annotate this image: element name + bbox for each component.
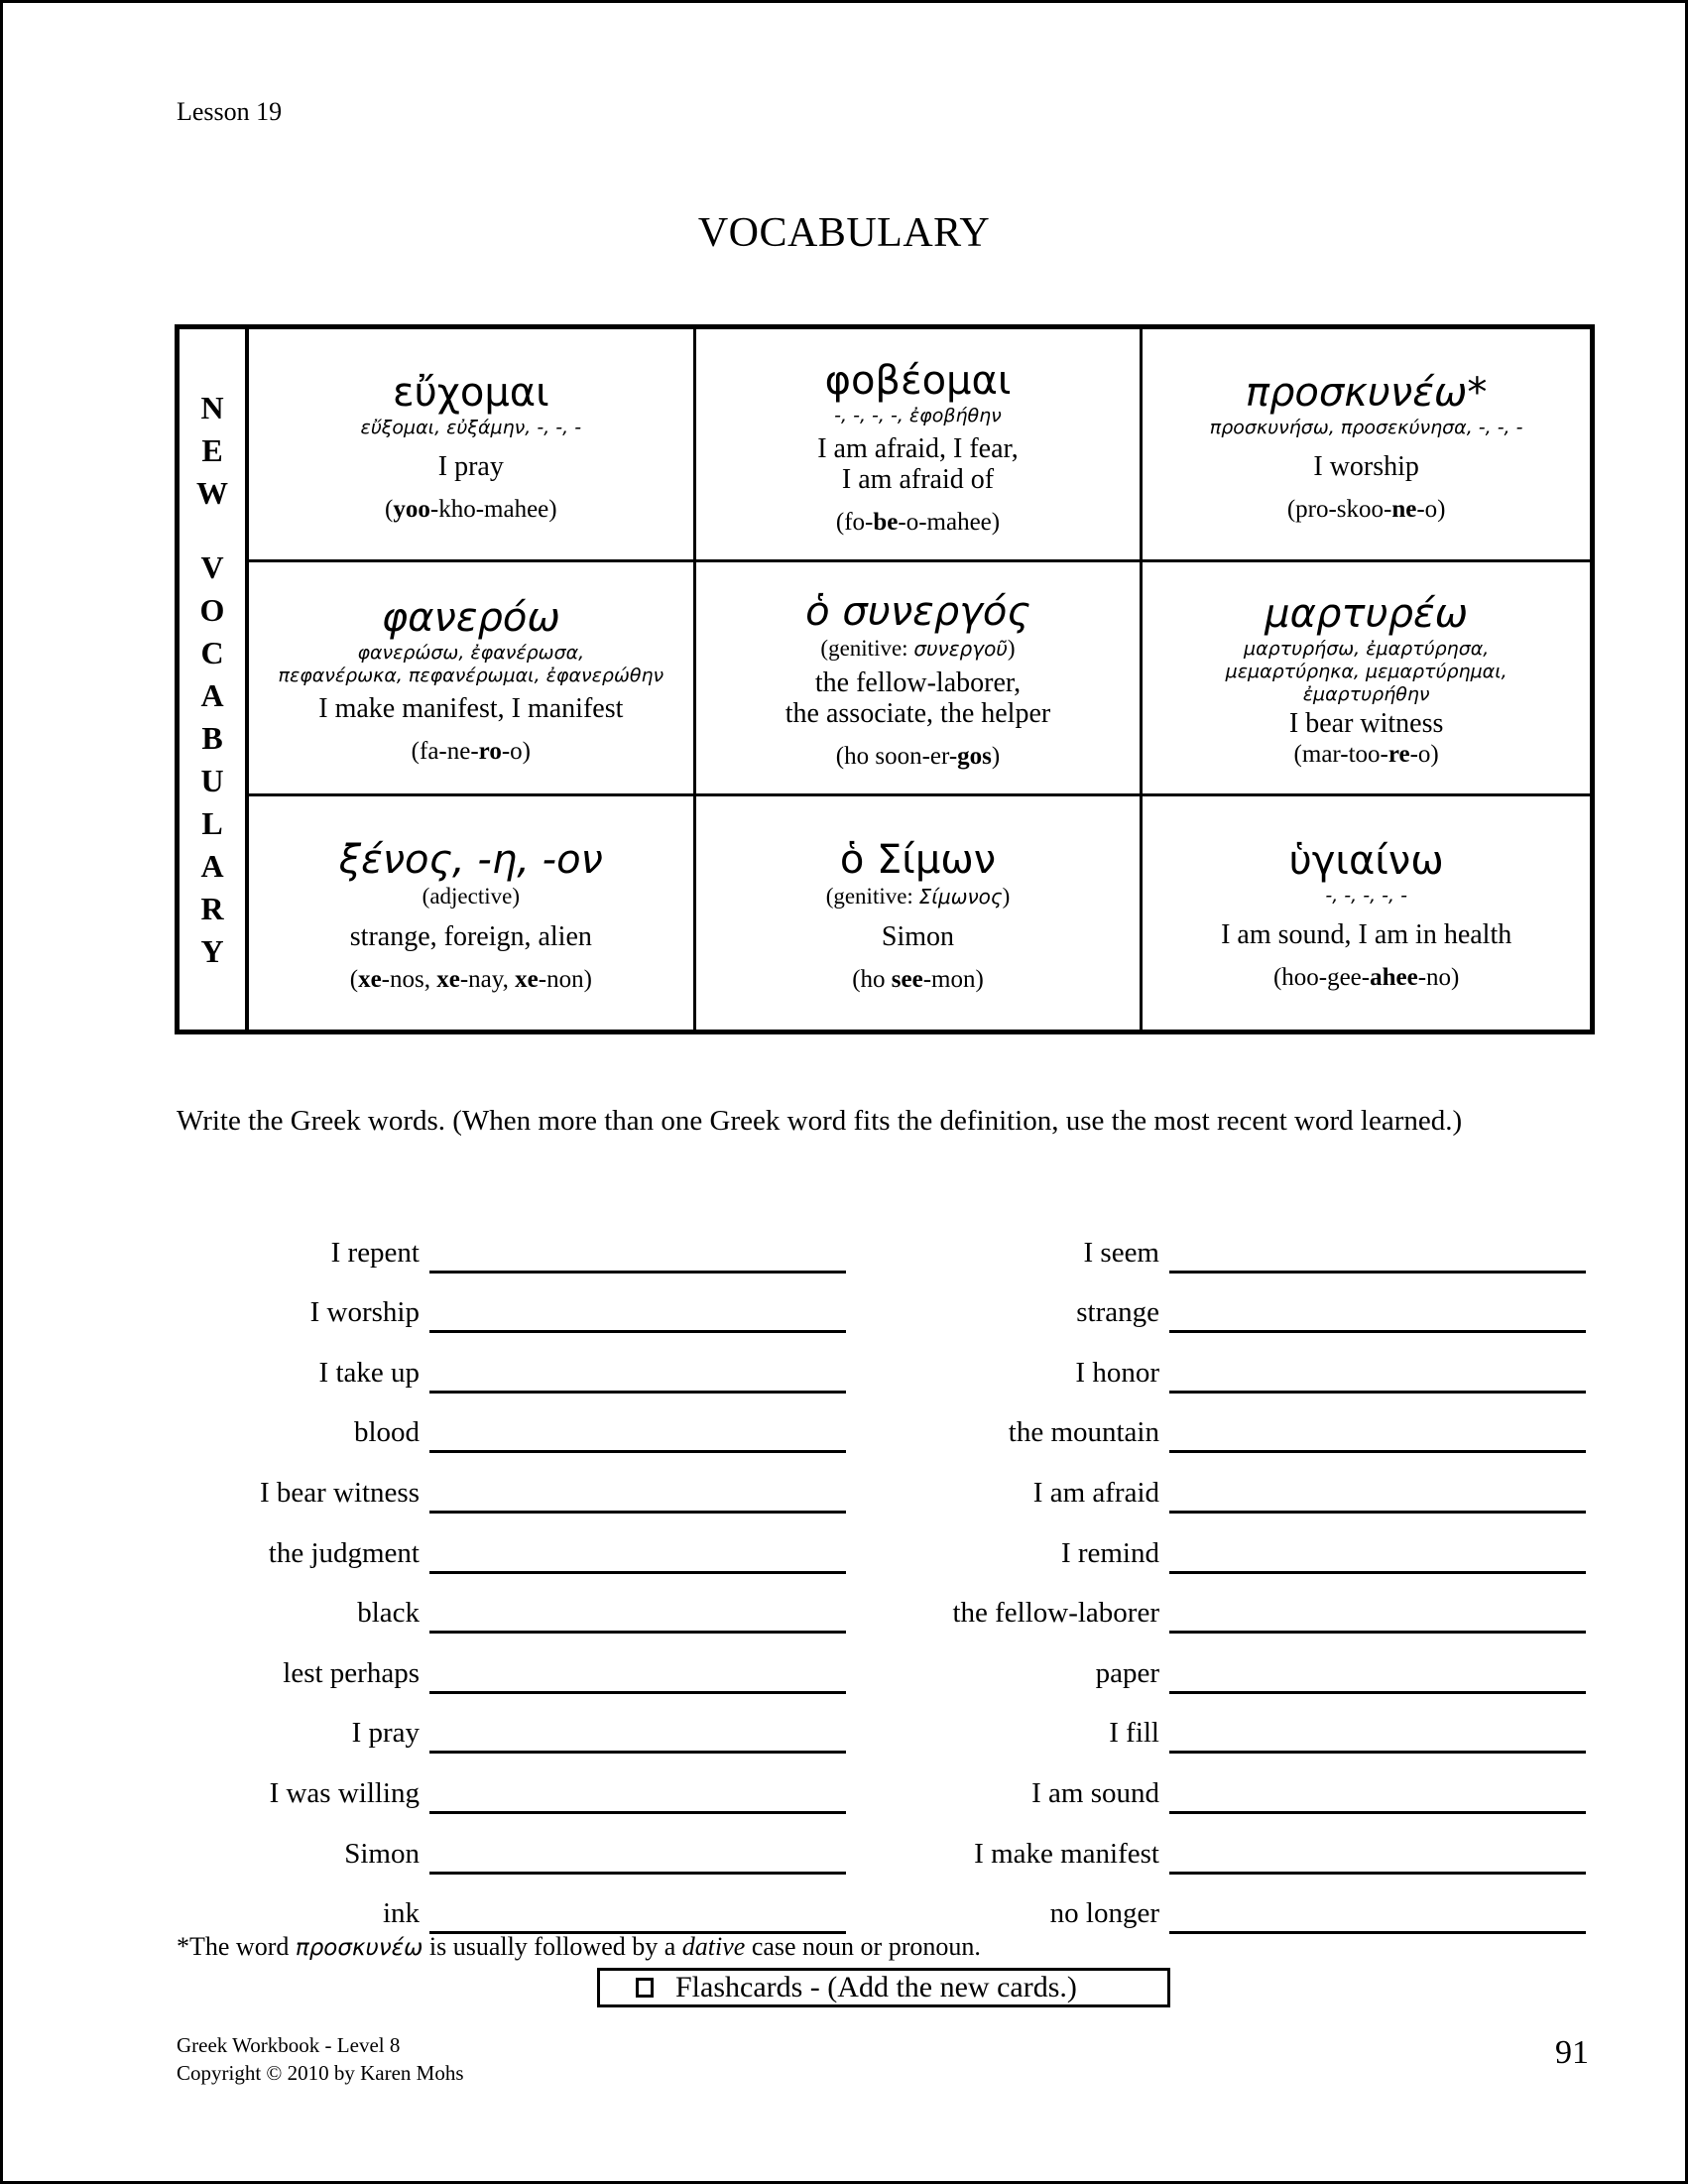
answer-blank[interactable] xyxy=(1169,1931,1586,1934)
side-letter: B xyxy=(201,719,223,756)
exercise-prompt: no longer xyxy=(1049,1897,1159,1930)
grammar-note xyxy=(826,884,1011,910)
principal-parts: μεμαρτύρηκα, μεμαρτύρημαι, xyxy=(1225,661,1507,683)
english-definition xyxy=(350,921,592,952)
definition-line: I am afraid of xyxy=(841,463,995,495)
vocab-card xyxy=(249,562,696,795)
pronunciation xyxy=(385,496,557,524)
side-letter: V xyxy=(200,548,224,585)
vocab-card xyxy=(696,562,1144,795)
pronunciation-segment: (hoo-gee- xyxy=(1272,964,1371,992)
side-letter: O xyxy=(199,591,225,628)
stressed-syllable: xe xyxy=(358,965,382,993)
side-letter: R xyxy=(200,890,224,926)
exercise-prompt: blood xyxy=(353,1416,420,1449)
flashcards-label: Flashcards - (Add the new cards.) xyxy=(675,1971,1077,2003)
exercise-prompt: I honor xyxy=(1075,1356,1159,1389)
definition-line: I am afraid, I fear, xyxy=(817,432,1019,464)
exercise-row xyxy=(896,1694,1586,1755)
exercise-row xyxy=(896,1634,1586,1694)
flashcards-checkbox[interactable] xyxy=(636,1978,654,1998)
grammar-note xyxy=(820,636,1015,662)
footer-book-title: Greek Workbook - Level 8 xyxy=(177,2033,401,2057)
genitive-form: Σίμωνος xyxy=(918,884,1003,909)
definition-line: the fellow-laborer, xyxy=(814,667,1022,699)
grammar-note-close: ) xyxy=(1007,636,1016,662)
exercise-prompt: black xyxy=(357,1597,420,1630)
exercise-row xyxy=(162,1453,846,1514)
exercise-prompt: I am sound xyxy=(1031,1776,1159,1809)
vocab-card xyxy=(1143,796,1590,1030)
exercise-prompt: strange xyxy=(1076,1296,1159,1329)
pronunciation-segment: -o) xyxy=(501,737,531,765)
exercise-row xyxy=(162,1875,846,1935)
pronunciation xyxy=(852,966,984,994)
pronunciation-segment: -non) xyxy=(538,965,592,993)
exercise-row xyxy=(162,1333,846,1394)
grammar-note-label: (genitive: xyxy=(825,883,919,909)
principal-parts: ἐμαρτυρήθην xyxy=(1302,683,1430,706)
pronunciation xyxy=(1294,741,1439,769)
vocab-card xyxy=(249,329,696,562)
exercise-row xyxy=(896,1875,1586,1935)
pronunciation-segment: -nos, xyxy=(381,965,437,993)
side-letter: A xyxy=(200,676,224,713)
greek-headword: ὁ συνεργός xyxy=(805,589,1030,636)
exercise-row xyxy=(896,1333,1586,1394)
exercise-prompt: I worship xyxy=(309,1296,420,1329)
side-letter: A xyxy=(200,847,224,884)
exercise-row xyxy=(896,1754,1586,1814)
principal-parts: φανερώσω, ἐφανέρωσα, xyxy=(357,641,585,664)
principal-parts: -, -, -, -, ἐφοβήθην xyxy=(834,404,1002,426)
english-definition xyxy=(1313,451,1419,482)
pronunciation-segment: -nay, xyxy=(459,965,516,993)
exercise-row xyxy=(162,1814,846,1875)
exercise-prompt: Simon xyxy=(344,1837,420,1870)
stressed-syllable: yoo xyxy=(393,496,430,524)
side-letter: N xyxy=(200,389,224,425)
stressed-syllable: gos xyxy=(957,743,992,771)
stressed-syllable: ne xyxy=(1391,496,1417,524)
lesson-label: Lesson 19 xyxy=(177,97,283,126)
principal-parts: προσκυνήσω, προσεκύνησα, -, -, - xyxy=(1209,417,1523,439)
pronunciation-segment: -o) xyxy=(1409,741,1439,769)
greek-headword: ὁ Σίμων xyxy=(839,836,997,883)
exercise-prompt: the mountain xyxy=(1008,1416,1159,1449)
exercise-prompt: paper xyxy=(1095,1656,1159,1689)
pronunciation xyxy=(412,738,531,766)
footnote-suffix: case noun or pronoun. xyxy=(745,1932,981,1961)
english-definition xyxy=(882,921,954,952)
exercise-prompt: the judgment xyxy=(268,1536,420,1569)
side-letter: Y xyxy=(200,932,224,969)
exercise-prompt: I am afraid xyxy=(1032,1476,1159,1509)
exercise-prompt: I make manifest xyxy=(974,1837,1159,1870)
pronunciation-segment: (fa-ne- xyxy=(411,737,479,765)
page-number: 91 xyxy=(1555,2034,1589,2071)
english-definition xyxy=(438,451,504,482)
exercise-prompt: I seem xyxy=(1083,1236,1159,1269)
definition-line: I pray xyxy=(437,451,504,483)
exercise-column-left xyxy=(162,1213,846,1934)
definition-line: I make manifest, I manifest xyxy=(318,692,624,724)
footnote xyxy=(177,1932,981,1962)
greek-headword: ξένος, -η, -ον xyxy=(338,836,603,883)
pronunciation-segment: (pro-skoo- xyxy=(1286,496,1392,524)
exercise-row xyxy=(162,1514,846,1574)
footnote-prefix: *The word xyxy=(177,1932,296,1961)
exercise-row xyxy=(896,1213,1586,1274)
stressed-syllable: xe xyxy=(436,965,460,993)
exercise-instructions: Write the Greek words. (When more than one Greek word fits the definition, use the most recent word learned.) xyxy=(177,1105,1463,1137)
stressed-syllable: ro xyxy=(478,737,502,765)
pronunciation-segment: -o) xyxy=(1416,496,1446,524)
exercise-row xyxy=(162,1634,846,1694)
greek-headword: μαρτυρέω xyxy=(1265,591,1469,638)
exercise-row xyxy=(162,1754,846,1814)
footnote-middle: is usually followed by a xyxy=(422,1932,682,1961)
pronunciation xyxy=(350,966,592,994)
pronunciation-segment: (mar-too- xyxy=(1293,741,1388,769)
definition-line: strange, foreign, alien xyxy=(349,920,592,952)
exercise-row xyxy=(162,1274,846,1334)
definition-line: I am sound, I am in health xyxy=(1221,919,1512,951)
definition-line: the associate, the helper xyxy=(784,698,1051,730)
english-definition xyxy=(318,693,623,724)
side-letter: E xyxy=(201,431,223,468)
pronunciation-segment: (fo- xyxy=(835,508,874,536)
exercise-row xyxy=(162,1574,846,1635)
side-letter: C xyxy=(200,634,224,670)
exercise-row xyxy=(162,1213,846,1274)
vocabulary-table xyxy=(175,324,1595,1034)
pronunciation-segment: ( xyxy=(349,965,359,993)
definition-line: I worship xyxy=(1313,451,1419,483)
exercise-row xyxy=(896,1274,1586,1334)
english-definition xyxy=(1221,919,1511,950)
exercise-prompt: ink xyxy=(382,1897,420,1930)
vocabulary-grid xyxy=(249,329,1590,1030)
footer-copyright: Copyright © 2010 by Karen Mohs xyxy=(177,2061,464,2085)
new-vocabulary-side-label xyxy=(180,329,249,1030)
pronunciation xyxy=(836,743,1000,771)
english-definition xyxy=(817,433,1019,495)
definition-line: Simon xyxy=(881,920,955,952)
vocab-card xyxy=(1143,562,1590,795)
pronunciation xyxy=(836,509,1000,537)
greek-headword: φοβέομαι xyxy=(824,357,1012,404)
exercise-prompt: lest perhaps xyxy=(283,1656,420,1689)
pronunciation-segment: -o-mahee) xyxy=(898,508,1001,536)
definition-line: I bear witness xyxy=(1288,708,1444,740)
principal-parts: μαρτυρήσω, ἐμαρτύρησα, xyxy=(1243,638,1490,661)
pronunciation-segment: -no) xyxy=(1417,964,1460,992)
stressed-syllable: xe xyxy=(515,965,539,993)
exercise-prompt: the fellow-laborer xyxy=(952,1597,1159,1630)
exercise-row xyxy=(896,1514,1586,1574)
side-letter: L xyxy=(201,804,223,841)
greek-headword: εὔχομαι xyxy=(392,370,549,417)
principal-parts: πεφανέρωκα, πεφανέρωμαι, ἐφανερώθην xyxy=(278,664,664,686)
side-letter: W xyxy=(196,474,228,511)
exercise-prompt: I remind xyxy=(1060,1536,1159,1569)
exercise-prompt: I bear witness xyxy=(259,1476,420,1509)
exercise-prompt: I was willing xyxy=(269,1776,420,1809)
exercise-column-right xyxy=(896,1213,1586,1934)
footnote-greek-word: προσκυνέω xyxy=(295,1935,423,1961)
exercise-row xyxy=(896,1574,1586,1635)
exercise-row xyxy=(162,1394,846,1454)
footnote-italic: dative xyxy=(681,1932,746,1961)
exercise-row xyxy=(896,1814,1586,1875)
side-letter: U xyxy=(200,762,224,798)
english-definition xyxy=(1289,708,1444,739)
stressed-syllable: see xyxy=(891,965,923,993)
stressed-syllable: ahee xyxy=(1370,964,1418,992)
english-definition xyxy=(785,667,1050,729)
pronunciation xyxy=(1273,964,1459,992)
greek-headword: προσκυνέω* xyxy=(1245,370,1488,417)
exercise-row xyxy=(162,1694,846,1755)
flashcards-box xyxy=(597,1968,1170,2007)
greek-headword: φανερόω xyxy=(381,594,560,641)
genitive-form: συνεργοῦ xyxy=(913,637,1008,662)
pronunciation-segment: (ho xyxy=(852,965,892,993)
pronunciation-segment: (ho soon-er- xyxy=(835,743,958,771)
exercise-row xyxy=(896,1394,1586,1454)
pronunciation-segment: -mon) xyxy=(922,965,984,993)
exercise-prompt: I repent xyxy=(330,1236,420,1269)
greek-headword: ὑγιαίνω xyxy=(1288,838,1444,885)
pronunciation-segment: ) xyxy=(991,743,1001,771)
pronunciation-segment: -kho-mahee) xyxy=(429,496,557,524)
vocab-card xyxy=(249,796,696,1030)
exercise-prompt: I fill xyxy=(1109,1717,1159,1750)
stressed-syllable: re xyxy=(1387,741,1410,769)
vocab-card xyxy=(696,796,1144,1030)
exercise-row xyxy=(896,1453,1586,1514)
grammar-note-label: (genitive: xyxy=(820,636,914,662)
vocab-card xyxy=(1143,329,1590,562)
exercise-prompt: I take up xyxy=(318,1356,420,1389)
pronunciation xyxy=(1287,496,1446,524)
grammar-note-close: ) xyxy=(1002,883,1011,909)
grammar-note: (adjective) xyxy=(422,883,520,909)
pronunciation-segment: ( xyxy=(385,496,394,524)
principal-parts: εὔξομαι, εὐξάμην, -, -, - xyxy=(360,417,582,439)
page-title: VOCABULARY xyxy=(697,210,991,256)
stressed-syllable: be xyxy=(873,508,899,536)
principal-parts: -, -, -, -, - xyxy=(1325,885,1407,908)
exercise-prompt: I pray xyxy=(351,1717,420,1750)
vocab-card xyxy=(696,329,1144,562)
